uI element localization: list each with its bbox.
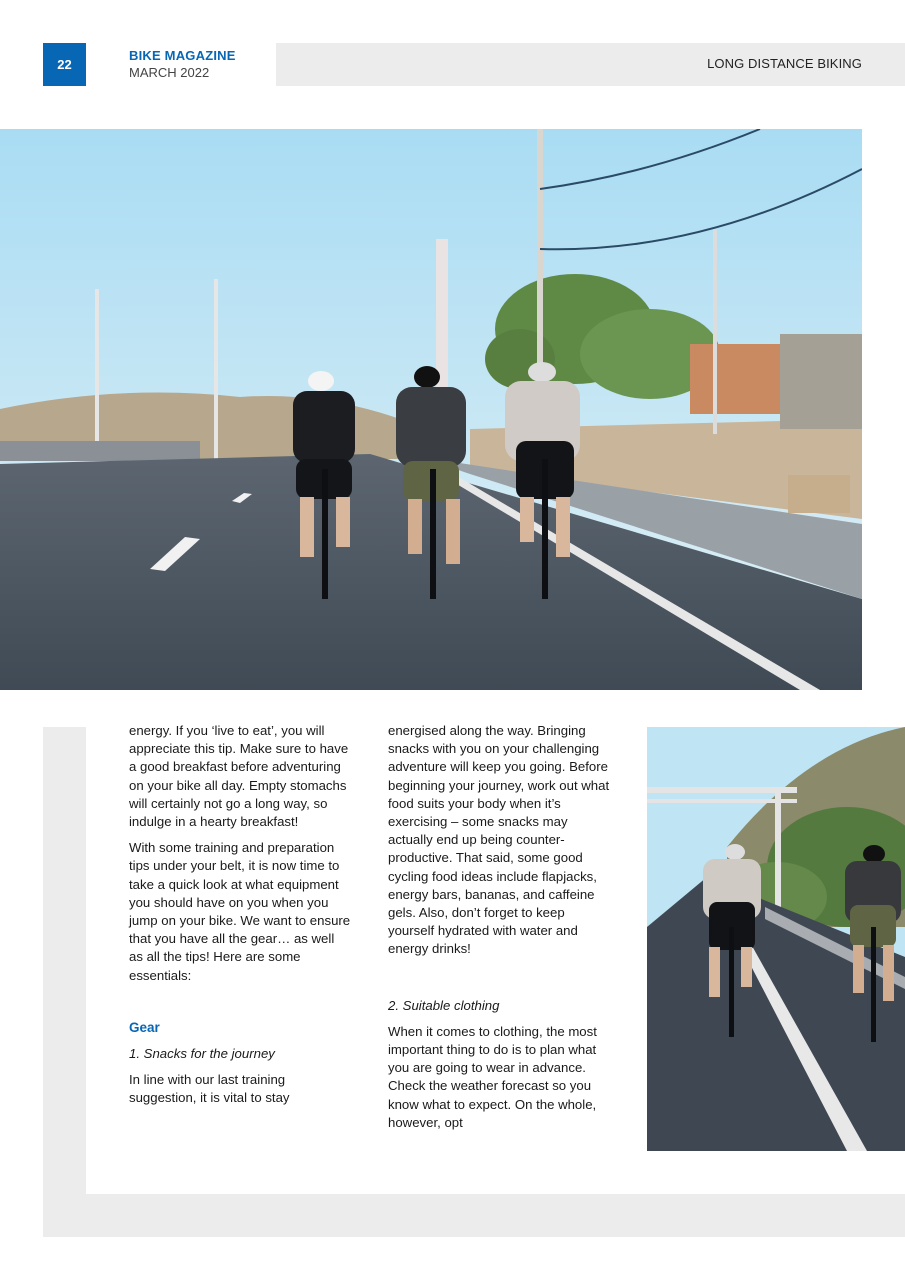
paragraph: energy. If you ‘live to eat’, you will appreciate this tip. Make sure to have a good breakfast before adventuring on your bike all day. Empty stomachs will certainly not go a long way, so indulge in a hearty breakfast! bbox=[129, 723, 349, 830]
paragraph: When it comes to clothing, the most important thing to do is to plan what you are going to wear in advance. Check the weather forecast so you know what to expect. On the whole, however, opt bbox=[388, 1023, 597, 1130]
text-column-1 bbox=[129, 722, 351, 1116]
cyclists-highway-illustration bbox=[0, 129, 862, 690]
page-number: 22 bbox=[57, 57, 72, 72]
subheading-snacks: 1. Snacks for the journey bbox=[129, 1046, 275, 1062]
page-number-badge bbox=[43, 43, 86, 86]
text-column-2 bbox=[388, 722, 610, 1140]
section-heading-gear: Gear bbox=[129, 1019, 160, 1035]
issue-date: MARCH 2022 bbox=[129, 65, 210, 80]
frame-band-left bbox=[43, 727, 86, 1237]
cyclists-road-hill-illustration bbox=[647, 727, 905, 1151]
subheading-clothing: 2. Suitable clothing bbox=[388, 997, 500, 1013]
section-header-bar bbox=[276, 43, 905, 86]
section-title: LONG DISTANCE BIKING bbox=[707, 56, 862, 71]
paragraph: With some training and preparation tips under your belt, it is now time to take a quick look at what equipment you should have on you when you jump on your bike. We want to ensure that you have all the gear… as well as all the tips! Here are some essentials: bbox=[129, 840, 351, 983]
hero-photo bbox=[0, 129, 862, 690]
magazine-title: BIKE MAGAZINE bbox=[129, 48, 236, 63]
masthead bbox=[129, 48, 236, 81]
frame-band-bottom bbox=[43, 1194, 905, 1237]
side-photo bbox=[647, 727, 905, 1151]
paragraph: In line with our last training suggestion, it is vital to stay bbox=[129, 1072, 290, 1106]
paragraph: energised along the way. Bringing snacks with you on your challenging adventure will keep you going. Before beginning your journey, work out what food suits your body when it’s exercising – some snacks may actually end up being counter-productive. That said, some good cycling food ideas include flapjacks, energy bars, bananas, and caffeine gels. Also, don’t forget to keep yourself hydrated with water and energy drinks! bbox=[388, 723, 610, 957]
